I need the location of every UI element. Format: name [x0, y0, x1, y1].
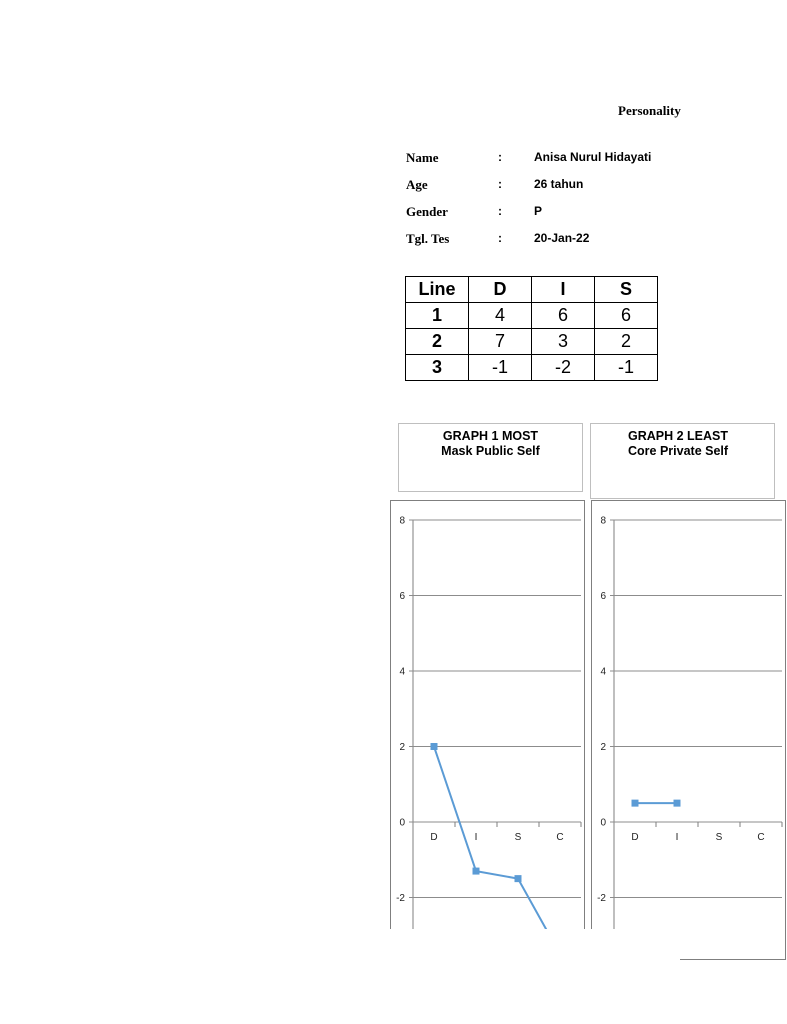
row-label: 2 — [406, 329, 469, 355]
gender-row — [406, 204, 668, 222]
row-label: 3 — [406, 355, 469, 381]
name-label: Name — [406, 150, 439, 165]
header-d: D — [469, 277, 532, 303]
score-table — [405, 276, 658, 381]
y-tick-label: 2 — [600, 742, 606, 753]
gender-value: P — [534, 204, 543, 218]
graph1-subtitle: Mask Public Self — [441, 444, 540, 458]
y-tick-label: 2 — [399, 742, 405, 753]
age-row — [406, 177, 668, 195]
table-cell: 6 — [532, 303, 595, 329]
table-row — [406, 355, 658, 381]
x-tick-label: C — [757, 832, 765, 843]
table-cell: -2 — [532, 355, 595, 381]
y-tick-label: 8 — [399, 515, 405, 527]
gender-label: Gender — [406, 204, 448, 219]
x-tick-label: I — [675, 832, 679, 843]
gender-colon: : — [498, 204, 502, 218]
name-colon: : — [498, 150, 502, 164]
table-cell: 3 — [532, 329, 595, 355]
header-line: Line — [406, 277, 469, 303]
y-tick-label: 8 — [600, 515, 606, 527]
table-row — [406, 329, 658, 355]
data-point — [431, 743, 438, 750]
y-tick-label: -2 — [396, 893, 405, 904]
graph2-title-box — [590, 423, 775, 499]
y-tick-label: 0 — [600, 817, 606, 829]
data-point — [515, 875, 522, 882]
age-label: Age — [406, 177, 428, 192]
row-label: 1 — [406, 303, 469, 329]
graph2-chart — [592, 501, 787, 961]
x-tick-label: C — [556, 832, 564, 843]
age-colon: : — [498, 177, 502, 191]
y-tick-label: 0 — [399, 817, 405, 829]
table-cell: 6 — [595, 303, 658, 329]
y-tick-label: -2 — [597, 893, 606, 904]
x-tick-label: D — [631, 832, 639, 843]
x-tick-label: D — [430, 832, 438, 843]
table-cell: 7 — [469, 329, 532, 355]
graph2-subtitle: Core Private Self — [628, 444, 729, 458]
graph1-title: GRAPH 1 MOST — [442, 429, 539, 443]
graph1-title-box — [398, 423, 583, 492]
graph1-chart — [391, 501, 586, 961]
age-value: 26 tahun — [534, 177, 584, 191]
table-cell: -1 — [469, 355, 532, 381]
x-tick-label: S — [514, 832, 522, 843]
x-tick-label: I — [474, 832, 478, 843]
graph2-title: GRAPH 2 LEAST — [628, 429, 729, 443]
table-cell: 2 — [595, 329, 658, 355]
name-value: Anisa Nurul Hidayati — [534, 150, 652, 164]
data-point — [674, 800, 681, 807]
graph2-frame — [591, 500, 786, 960]
header-s: S — [595, 277, 658, 303]
y-tick-label: 4 — [600, 666, 606, 678]
x-tick-label: S — [715, 832, 723, 843]
test-date-label: Tgl. Tes — [406, 231, 450, 246]
score-table-header-row — [406, 277, 658, 303]
series-line — [434, 747, 560, 955]
name-row — [406, 150, 668, 168]
data-point — [473, 868, 480, 875]
table-row — [406, 303, 658, 329]
table-cell: 4 — [469, 303, 532, 329]
test-date-value: 20-Jan-22 — [534, 231, 590, 245]
test-date-colon: : — [498, 231, 502, 245]
report-title: Personality — [618, 103, 681, 118]
data-point — [632, 800, 639, 807]
graph1-frame — [390, 500, 585, 960]
header-i: I — [532, 277, 595, 303]
table-cell: -1 — [595, 355, 658, 381]
test-date-row — [406, 231, 668, 249]
y-tick-label: 4 — [399, 666, 405, 678]
page-bottom-area — [380, 929, 680, 1024]
y-tick-label: 6 — [600, 591, 606, 602]
y-tick-label: 6 — [399, 591, 405, 602]
